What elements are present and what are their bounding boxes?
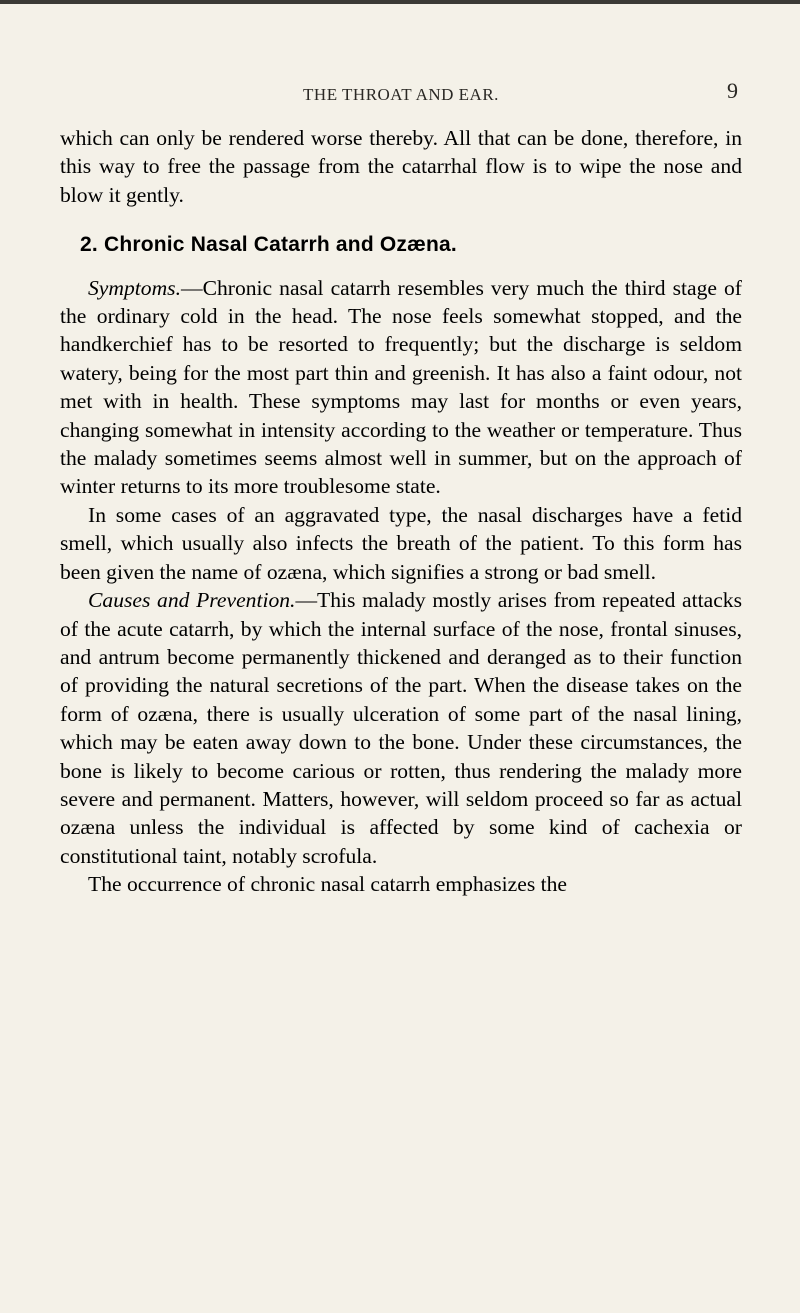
page-header <box>60 0 742 104</box>
symptoms-label: Symptoms. <box>88 275 181 300</box>
symptoms-text: —Chronic nasal catarrh resembles very much the third stage of the ordinary cold in the head. The nose feels somewhat stopped, and the handkerchief has to be resorted to frequently; but the discharge is seldom watery, being for the most part thin and greenish. It has also a faint odour, not met with in health. These symptoms may last for months or even years, changing somewhat in intensity according to the weather or temperature. Thus the malady sometimes seems almost well in summer, but on the approach of winter returns to its more troublesome state. <box>60 275 742 499</box>
paragraph-final: The occurrence of chronic nasal catarrh emphasizes the <box>88 872 568 897</box>
causes-label: Causes and Prevention. <box>88 588 296 613</box>
causes-text: —This malady mostly arises from repeated attacks of the acute catarrh, by which the internal surface of the nose, frontal sinuses, and antrum become permanently thickened and deranged as to their function of providing the natural secretions of the part. When the disease takes on the form of ozæna, there is usually ulceration of some part of the nasal lining, which may be eaten away down to the bone. Under these circumstances, the bone is likely to become carious or rotten, thus rendering the malady more severe and permanent. Matters, however, will seldom proceed so far as actual ozæna unless the individual is affected by some kind of cachexia or constitutional taint, notably scrofula. <box>60 588 742 868</box>
section-heading: 2. Chronic Nasal Catarrh and Ozæna. <box>80 233 457 257</box>
paragraph-ozaena: In some cases of an aggravated type, the nasal discharges have a fetid smell, which usually also infects the breath of the patient. To this form has been given the name of ozæna, which signifies a strong or bad smell. <box>60 502 742 584</box>
running-head: THE THROAT AND EAR. <box>303 85 499 104</box>
paragraph-causes <box>60 586 742 870</box>
page-number: 9 <box>727 78 738 103</box>
body-text <box>60 124 742 899</box>
paragraph-continuation: which can only be rendered worse thereby. All that can be done, therefore, in this way to free the passage from the catarrhal flow is to wipe the nose and blow it gently. <box>60 126 742 207</box>
paragraph-symptoms <box>60 274 742 501</box>
